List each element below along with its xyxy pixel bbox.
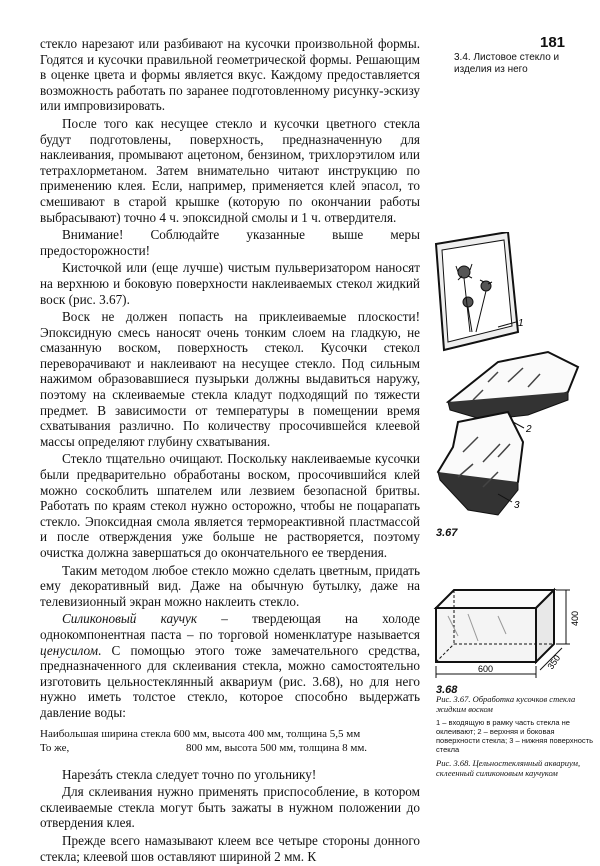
paragraph: Стекло тщательно очищают. Поскольку наклеиваемые кусочки были предварительно обработаны воском, просочившийся клей можно соскоблить шпателем или лезвием безопасной бритвы. Работать по краям стекол нужно осторожно, чтобы не поцарапать стекло. Эпоксидная смола является термореактивной пластмассой и после отверждения уже больше не растворяется, поэтому очистка должна завершаться до окончательного ее твердения. <box>40 451 420 560</box>
term-cenusil: ценусилом <box>40 642 99 658</box>
dim-height: 400 <box>570 610 580 626</box>
spec-ditto: То же, <box>40 741 70 754</box>
paragraph: Прежде всего намазывают клеем все четыре стороны донного стекла; клеевой шов оставляют шириной 2 мм. К <box>40 832 420 864</box>
paragraph: Воск не должен попасть на приклеиваемые плоскости! Эпоксидную смесь наносят очень тонким слоем на гладкую, не смазанную воском, поверхность стекол. Кусочки стекол переворачивают и наклеивают на несущее стекло. Под сильным нажимом образовавшиеся пузырьки должны выдавиться наружу, поэтому на склеиваемые стекла кладут подходящий по тяжести предмет. В зависимости от температуры в помещении время схватывания различно. По количеству просочившейся клеевой массы определяют глубину схватывания. <box>40 309 420 449</box>
paragraph: стекло нарезают или разбивают на кусочки произвольной формы. Годятся и кусочки правильной геометрической формы. Решающим в оценке цвета и формы является вкус. Каждому предоставляется возможность работать по заранее подготовленному рисунку-эскизу или импровизировать. <box>40 36 420 114</box>
page-number: 181 <box>540 34 566 51</box>
spec-row <box>40 741 420 755</box>
callout-3: 3 <box>514 500 520 511</box>
spec-row: Наибольшая ширина стекла 600 мм, высота 400 мм, толщина 5,5 мм <box>40 727 361 740</box>
figure-3-68-aquarium <box>428 586 598 686</box>
paragraph: Таким методом любое стекло можно сделать цветным, придать ему декоративный вид. Даже на обычную бутылку, даже на телевизионный экран можно наклеить стекло. <box>40 562 420 609</box>
caption-3-67-title: Рис. 3.67. Обработка кусочков стекла жидким воском <box>436 694 576 714</box>
figure-captions <box>436 694 596 782</box>
caption-3-68-title: Рис. 3.68. Цельностеклянный аквариум, склеенный силиконовым каучуком <box>436 758 581 778</box>
paragraph: Внимание! Соблюдайте указанные выше меры предосторожности! <box>40 227 420 258</box>
dim-depth: 350 <box>545 653 563 672</box>
paragraph: После того как несущее стекло и кусочки цветного стекла будут подготовлены, поверхность, предназначенную для наклеивания, промывают ацетоном, бензином, трихлорэтилом или тетрахлорметаном. Затем внимательно читают инструкцию по применению клея. Если, например, применяется клей эпасол, то смешивают в старой крышке (которую по окончании работы выбрасывают) точно 4 ч. эпоксидной смолы и 1 ч. отвердителя. <box>40 115 420 225</box>
paragraph: Нарезáть стекла следует точно по угольнику! <box>62 766 317 782</box>
main-text-column <box>40 36 420 866</box>
paragraph: Для склеивания нужно применять приспособление, в котором склеиваемые стекла могут быть зажаты в нужном положении до отвердения клея. <box>40 784 420 831</box>
aquarium-front <box>436 608 536 662</box>
figure-3-67 <box>428 232 598 532</box>
caption-3-67-legend: 1 – входящую в рамку часть стекла не оклеивают; 2 – верхняя и боковая поверхности стекла; 3 – нижняя поверхность стекла <box>436 718 594 754</box>
spec-values: 800 мм, высота 500 мм, толщина 8 мм. <box>186 741 368 754</box>
callout-2: 2 <box>526 424 532 435</box>
term-silicone: Силиконовый каучук <box>62 611 198 627</box>
dim-length: 600 <box>478 664 494 674</box>
paragraph: Кисточкой или (еще лучше) чистым пульверизатором наносят на верхнюю и боковую поверхности наклеиваемых стекол жидкий воск (рис. 3.67). <box>40 260 420 307</box>
text-run: – твердеющая на холоде однокомпонентная паста – по торговой номенклатуре называется <box>40 611 421 642</box>
text-run: . С помощью этого тоже замечательного средства, предназначенного для склеивания стекла, можно самостоятельно изготовить цельностеклянный аквариум (рис. 3.68), но для него нужно иметь толстое стекло, которое способно выдержать давление воды: <box>40 642 420 720</box>
paragraph <box>40 611 420 720</box>
figure-label-3-67: 3.67 <box>436 527 458 539</box>
glass-spec <box>40 727 420 755</box>
callout-1: 1 <box>518 318 524 329</box>
figure-label-3-68: 3.68 <box>436 684 458 696</box>
running-header: 3.4. Листовое стекло и изделия из него <box>454 52 560 75</box>
